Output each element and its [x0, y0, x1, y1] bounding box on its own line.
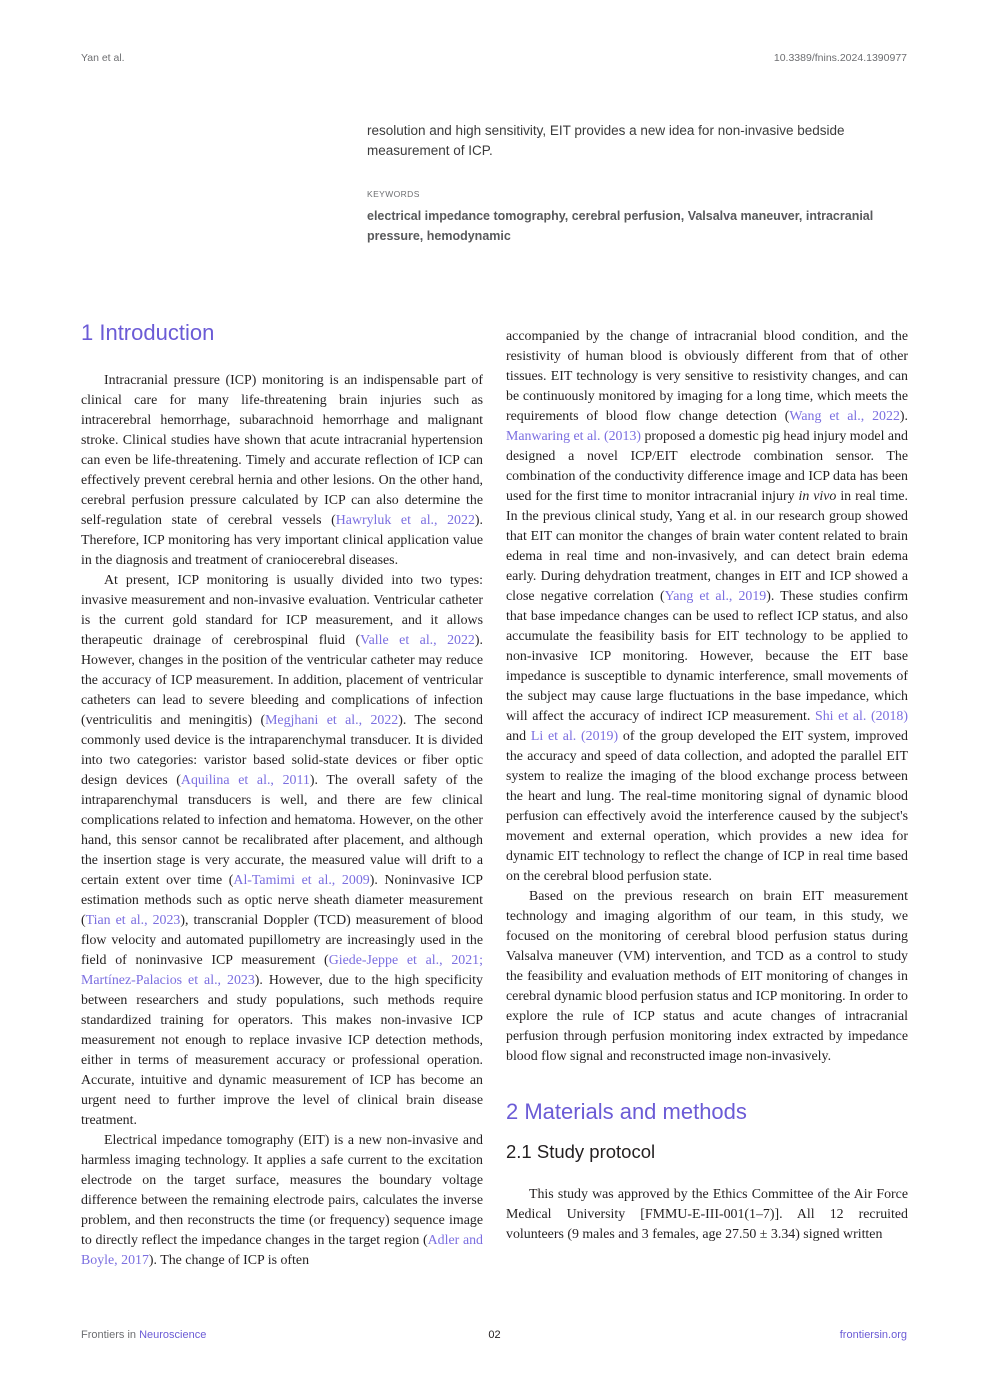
citation-link[interactable]: Al-Tamimi et al., 2009 [233, 873, 370, 888]
intro-paragraph-4: Based on the previous research on brain EIT measurement technology and imaging algorithm of our team, in this study, we focused on the monitoring of cerebral blood perfusion status during Valsalva maneuver (VM) intervention, and TCD as a control to study the feasibility and evaluation methods of EIT monitoring of changes in cerebral dynamic blood perfusion status and ICP monitoring. In order to explore the rule of ICP status and acute changes of intracranial perfusion through perfusion monitoring index extracted by impedance blood flow signal and reconstructed image non-invasively. [506, 889, 908, 1064]
citation-link[interactable]: Shi et al. (2018) [815, 709, 908, 724]
citation-link[interactable]: Hawryluk et al., 2022 [335, 513, 475, 528]
citation-link[interactable]: Valle et al., 2022 [360, 633, 475, 648]
intro-paragraph-1: Intracranial pressure (ICP) monitoring is an indispensable part of clinical care for many life-threatening brain injuries such as intracerebral hemorrhage, subarachnoid hemorrhage and malignant stroke. Clinical studies have shown that acute intracranial hypertension can even be life-threatening. Timely and accurate reflection of ICP can effectively prevent cerebral hernia and other lesions. On the other hand, cerebral perfusion pressure calculated by ICP can also determine the self-regulation state of cerebral vessels (Hawryluk et al., 2022). Therefore, ICP monitoring has very important clinical application value in the diagnosis and treatment of craniocerebral diseases. [81, 373, 483, 568]
keywords-text: electrical impedance tomography, cerebral perfusion, Valsalva maneuver, intracranial pressure, hemodynamic [367, 209, 874, 243]
section-heading-materials-methods: 2 Materials and methods [506, 1099, 747, 1124]
intro-paragraph-3: Electrical impedance tomography (EIT) is a new non-invasive and harmless imaging technology. It applies a safe current to the excitation electrode on the target surface, measures the boundary voltage difference between the remaining electrode pairs, calculates the inverse problem, and then reconstructs the time (or frequency) sequence image to directly reflect the impedance changes in the target region (Adler and Boyle, 2017). The change of ICP is often [81, 1133, 484, 1268]
right-column [506, 327, 908, 1245]
running-header-doi[interactable]: 10.3389/fnins.2024.1390977 [773, 52, 907, 64]
footer-site-link[interactable]: frontiersin.org [839, 1329, 907, 1341]
citation-link[interactable]: Yang et al., 2019 [664, 589, 767, 604]
subsection-heading-study-protocol: 2.1 Study protocol [506, 1141, 656, 1162]
footer-journal: Frontiers in Neuroscience [81, 1329, 207, 1341]
journal-name-link[interactable]: Neuroscience [139, 1329, 207, 1341]
citation-link[interactable]: Manwaring et al. (2013) [506, 429, 642, 444]
footer-page-number: 02 [488, 1329, 501, 1341]
running-header-authors: Yan et al. [81, 52, 125, 64]
citation-link[interactable]: Adler and Boyle, 2017 [81, 1233, 484, 1268]
keywords-label: KEYWORDS [367, 189, 420, 199]
intro-paragraph-3-continued: accompanied by the change of intracranial blood condition, and the resistivity of human blood is obviously different from that of other tissues. EIT technology is very sensitive to resistivity changes, and can be continuously monitored by imaging for a long time, which meets the requirements of blood flow change detection (Wang et al., 2022). Manwaring et al. (2013) proposed a domestic pig head injury model and designed a novel ICP/EIT electrode combination sensor. The combination of the conductivity difference image and ICP data has been used for the first time to monitor intracranial injury in vivo in real time. In the previous clinical study, Yang et al. in our research group showed that EIT can monitor the changes of brain water content related to brain edema in real time and non-invasively, and can detect brain edema early. During dehydration treatment, changes in EIT and ICP showed a close negative correlation (Yang et al., 2019). These studies confirm that base impedance changes can be used to reflect ICP status, and also accumulate the feasibility basis for EIT technology to be applied to non-invasive ICP monitoring. However, because the EIT base impedance is susceptible to dynamic interference, small movements of the subject may cause large fluctuations in the base impedance, which will affect the accuracy of indirect ICP measurement. Shi et al. (2018) and Li et al. (2019) of the group developed the EIT system, improved the accuracy and speed of data collection, and adopted the parallel EIT system to realize the imaging of the blood exchange process between the heart and lung. The real-time monitoring signal of dynamic blood perfusion can effectively avoid the interference caused by the subject's movement and external operation, which provides a new idea for dynamic EIT technology to reflect the change of ICP in real time based on the cerebral blood perfusion state. [506, 329, 909, 884]
citation-link[interactable]: Tian et al., 2023 [85, 913, 181, 928]
citation-link[interactable]: Li et al. (2019) [530, 729, 619, 744]
intro-paragraph-2: At present, ICP monitoring is usually divided into two types: invasive measurement and non-invasive evaluation. Ventricular catheter is the current gold standard for ICP measurement, and it allows therapeutic drainage of cerebrospinal fluid (Valle et al., 2022). However, changes in the position of the ventricular catheter may reduce the accuracy of ICP measurement. In addition, placement of ventricular catheters can lead to severe bleeding and complications of infection (ventriculitis and meningitis) (Megjhani et al., 2022). The second commonly used device is the intraparenchymal transducer. It is divided into two categories: varistor based solid-state devices or fiber optic design devices (Aquilina et al., 2011). The overall safety of the intraparenchymal transducers is well, and there are few clinical complications related to infection and hematoma. However, on the other hand, this sensor cannot be recalibrated after placement, and although the insertion stage is very accurate, the measured value will drift to a certain extent over time (Al-Tamimi et al., 2009). Noninvasive ICP estimation methods such as optic nerve sheath diameter measurement (Tian et al., 2023), transcranial Doppler (TCD) measurement of blood flow velocity and automated pupillometry are increasingly used in the field of noninvasive ICP measurement (Giede-Jeppe et al., 2021; Martínez-Palacios et al., 2023). However, due to the high specificity between researchers and study populations, such methods require standardized training for operators. This makes non-invasive ICP measurement not enough to replace invasive ICP detection methods, either in terms of measurement accuracy or professional operation. Accurate, intuitive and dynamic measurement of ICP has become an urgent need to further improve the level of clinical brain disease treatment. [81, 573, 484, 1128]
citation-link[interactable]: Wang et al., 2022 [789, 409, 900, 424]
left-column [81, 318, 483, 1271]
citation-link[interactable]: Giede-Jeppe et al., 2021; Martínez-Palacios et al., 2023 [81, 953, 483, 988]
abstract-tail: resolution and high sensitivity, EIT provides a new idea for non-invasive bedside measurement of ICP. [367, 123, 845, 158]
section-heading-introduction: 1 Introduction [81, 320, 215, 345]
methods-paragraph-1: This study was approved by the Ethics Committee of the Air Force Medical University [FMMU-E-III-001(1–7)]. All 12 recruited volunteers (9 males and 3 females, age 27.50 ± 3.34) signed written [506, 1187, 908, 1242]
citation-link[interactable]: Megjhani et al., 2022 [265, 713, 399, 728]
citation-link[interactable]: Aquilina et al., 2011 [180, 773, 310, 788]
